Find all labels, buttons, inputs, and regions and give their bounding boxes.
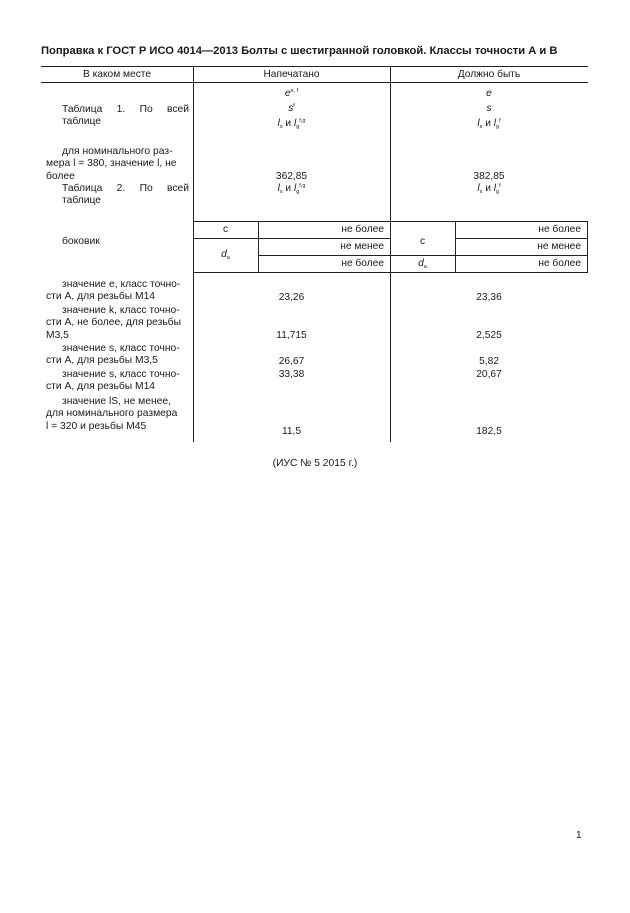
header-printed: Напечатано: [263, 69, 320, 80]
correct-not-less: не менее: [537, 241, 581, 252]
row8-correct: 20,67: [476, 369, 502, 380]
issue-reference: (ИУС № 5 2015 г.): [272, 458, 358, 469]
row2-where-line3: более: [46, 170, 75, 182]
page-number: 1: [576, 830, 582, 841]
correct-c: c: [419, 236, 426, 247]
row6-where-line1: значение k, класс точно-: [62, 305, 180, 316]
row3-where: Таблица 2. По всей таблице: [62, 183, 189, 207]
row9-where-line2: для номинального размера: [46, 408, 178, 420]
printed-subtable-divider: [258, 221, 259, 272]
printed-c: c: [222, 224, 229, 235]
table-header-rule: [41, 82, 588, 83]
correct-subtable-mid2: [390, 255, 588, 256]
row1-printed-e: $e^{e, f}$: [284, 88, 299, 99]
row7-where-line1: значение s, класс точно-: [62, 343, 180, 354]
row9-printed: 11,5: [281, 426, 302, 437]
row2-where-line2: мера l = 380, значение l, не: [46, 158, 177, 170]
row9-where-line3: l = 320 и резьбы М45: [46, 420, 147, 432]
row1-printed-l: $l_s$ и $l_g^{f,g}$: [277, 118, 306, 130]
row2-where-line1: для номинального раз-: [62, 146, 173, 157]
correct-not-more-2: не более: [538, 258, 581, 269]
correct-da: $d_a$: [418, 258, 427, 270]
row5-printed: 23,26: [278, 292, 305, 303]
correct-not-more-1: не более: [538, 224, 581, 235]
printed-subtable-mid1: [193, 238, 390, 239]
document-title: Поправка к ГОСТ Р ИСО 4014—2013 Болты с шестигранной головкой. Классы точности А и В: [41, 45, 558, 57]
row6-printed: 11,715: [276, 330, 307, 341]
row5-where-line2: сти А, для резьбы М14: [46, 291, 156, 303]
row6-where-line3: М3,5: [46, 329, 69, 341]
row8-where-line1: значение s, класс точно-: [62, 369, 180, 380]
row7-correct: 5,82: [479, 356, 499, 367]
row1-printed-s: $s^f$: [288, 103, 295, 114]
row7-printed: 26,67: [278, 356, 305, 367]
printed-da: $d_a$: [221, 249, 230, 261]
row6-where: [46, 305, 189, 342]
table-top-rule: [41, 66, 588, 67]
row4-where: боковик: [62, 236, 100, 247]
printed-subtable-mid2: [258, 255, 390, 256]
row8-where: [46, 369, 189, 394]
printed-not-less: не менее: [340, 241, 384, 252]
row2-where: [46, 146, 189, 183]
row9-correct: 182,5: [476, 426, 502, 437]
row7-where-line2: сти А, для резьбы М3,5: [46, 355, 158, 367]
correct-subtable-top: [390, 221, 588, 222]
printed-not-more-2: не более: [341, 258, 384, 269]
printed-not-more-1: не более: [341, 224, 384, 235]
correct-subtable-bottom: [390, 272, 588, 273]
row1-correct-s: s: [486, 103, 492, 114]
row2-printed: 362,85: [275, 171, 308, 182]
row6-where-line2: сти А, не более, для резьбы: [46, 317, 181, 329]
row9-where-line1: значение lS, не менее,: [62, 396, 171, 407]
correct-subtable-mid1: [455, 238, 588, 239]
row3-correct-l: $l_s$ и $l_g^f$: [477, 183, 501, 195]
printed-subtable-bottom: [193, 272, 390, 273]
row6-correct: 2,525: [476, 330, 502, 341]
row7-where: [46, 343, 189, 368]
row1-where: Таблица 1. По всей таблице: [62, 104, 189, 128]
row9-where: [46, 396, 189, 433]
row1-correct-e: e: [486, 88, 492, 99]
row8-printed: 33,38: [278, 369, 305, 380]
header-where: В каком месте: [82, 69, 152, 80]
row5-where-line1: значение e, класс точно-: [62, 279, 181, 290]
row1-correct-l: $l_s$ и $l_g^f$: [477, 118, 501, 130]
header-correct: Должно быть: [457, 69, 521, 80]
correct-subtable-right: [587, 221, 588, 272]
row5-where: [46, 279, 189, 304]
row8-where-line2: сти А, для резьбы М14: [46, 381, 156, 393]
row3-printed-l: $l_s$ и $l_g^{f,g}$: [277, 183, 306, 195]
row2-correct: 382,85: [473, 171, 505, 182]
correct-subtable-divider: [455, 221, 456, 272]
printed-subtable-top: [193, 221, 390, 222]
row5-correct: 23,36: [476, 292, 502, 303]
